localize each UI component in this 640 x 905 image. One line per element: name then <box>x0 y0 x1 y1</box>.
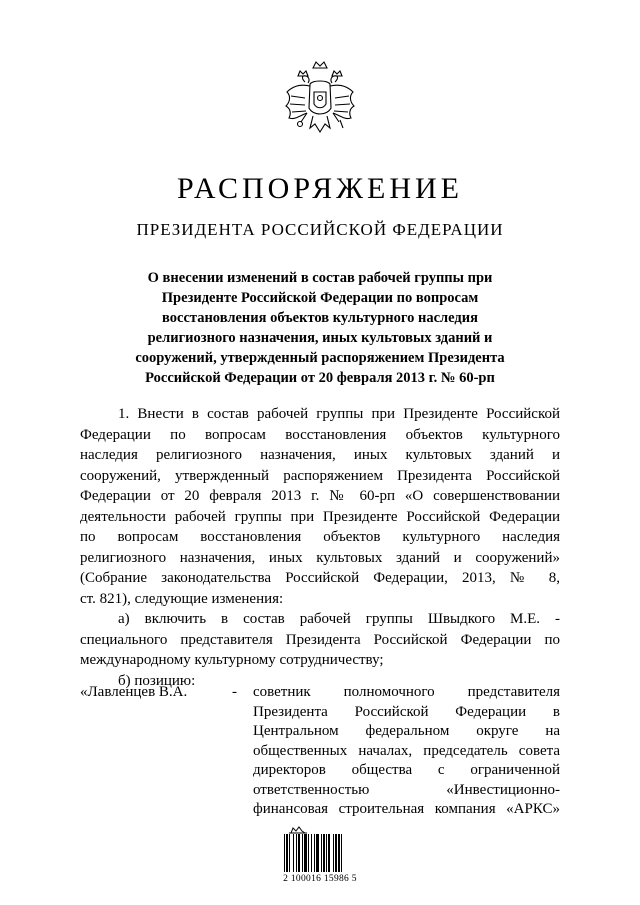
entry-description-line: финансовая строительная компания «АРКС» <box>253 801 560 817</box>
body-line: сооружений, утвержденный распоряжением Президента Российской <box>80 467 560 484</box>
barcode-bar <box>302 834 303 872</box>
barcode-bar <box>333 834 334 872</box>
entry-dash: - <box>232 684 237 700</box>
heading-line: сооружений, утвержденный распоряжением Президента <box>135 350 505 366</box>
entry-description-line: ответственностью «Инвестиционно- <box>253 781 560 798</box>
body-line: 1. Внести в состав рабочей группы при Президенте Российской <box>118 406 560 422</box>
body-line: деятельности рабочей группы при Президенте Российской Федерации <box>80 508 560 525</box>
body-line: ст. 821), следующие изменения: <box>80 590 284 607</box>
barcode-bar <box>326 834 327 872</box>
barcode-bar <box>311 834 312 872</box>
barcode-bar <box>289 834 290 872</box>
body-line: по вопросам восстановления объектов культурного наследия <box>80 529 560 545</box>
barcode-bar <box>316 834 319 872</box>
heading-line: О внесении изменений в состав рабочей группы при <box>147 270 493 286</box>
barcode-bar <box>321 834 322 872</box>
barcode-bar <box>286 834 288 872</box>
body-line: наследия религиозного назначения, иных культовых зданий и <box>80 447 560 463</box>
document-subtitle: ПРЕЗИДЕНТА РОССИЙСКОЙ ФЕДЕРАЦИИ <box>136 220 504 239</box>
body-line: б) позицию: <box>118 672 196 689</box>
barcode-bar <box>323 834 325 872</box>
entry-description-line: Центральном федеральном округе на <box>253 723 560 739</box>
body-line: а) включить в состав рабочей группы Швыдкого М.Е. - <box>118 611 560 627</box>
body-line: Федерации от 20 февраля 2013 г. № 60-рп «О совершенствовании <box>80 488 560 504</box>
barcode-bar <box>308 834 309 872</box>
barcode-bar <box>341 834 342 872</box>
barcode-bar <box>314 834 315 872</box>
barcode-bar <box>284 834 285 872</box>
heading-line: религиозного назначения, иных культовых зданий и <box>147 330 493 346</box>
heading-line: Российской Федерации от 20 февраля 2013 г. № 60-рп <box>145 370 495 386</box>
entry-description-line: общественных началах, председатель совета <box>253 742 560 759</box>
barcode-bar <box>304 834 307 872</box>
document-body <box>80 404 560 691</box>
coat-of-arms-emblem <box>277 58 363 144</box>
barcode-bar <box>335 834 337 872</box>
barcode-bar <box>298 834 300 872</box>
body-line: специального представителя Президента Российской Федерации по <box>80 631 560 648</box>
barcode-bar <box>293 834 294 872</box>
body-line: религиозного назначения, иных культовых зданий и сооружений» <box>80 549 560 566</box>
entry-description-line: советник полномочного представителя <box>253 684 560 700</box>
entry-name: «Лавленцев В.А. <box>80 684 188 700</box>
document-title: РАСПОРЯЖЕНИЕ <box>176 172 464 205</box>
body-line: международному культурному сотрудничеству; <box>80 652 384 668</box>
barcode-bar <box>338 834 340 872</box>
barcode-bar <box>328 834 330 872</box>
heading-line: восстановления объектов культурного наследия <box>162 310 478 326</box>
barcode-number: 2 100016 15986 5 <box>283 874 357 884</box>
barcode-bar <box>296 834 297 872</box>
document-heading <box>100 268 540 388</box>
entry-description-line: директоров общества с ограниченной <box>253 762 560 778</box>
heading-line: Президенте Российской Федерации по вопросам <box>161 290 479 306</box>
body-line: Федерации по вопросам восстановления объектов культурного <box>80 426 560 443</box>
entry-description-line: Президента Российской Федерации в <box>253 703 560 720</box>
body-line: (Собрание законодательства Российской Федерации, 2013, № 8, <box>80 570 560 586</box>
entry-description <box>253 683 560 820</box>
barcode <box>283 834 357 872</box>
